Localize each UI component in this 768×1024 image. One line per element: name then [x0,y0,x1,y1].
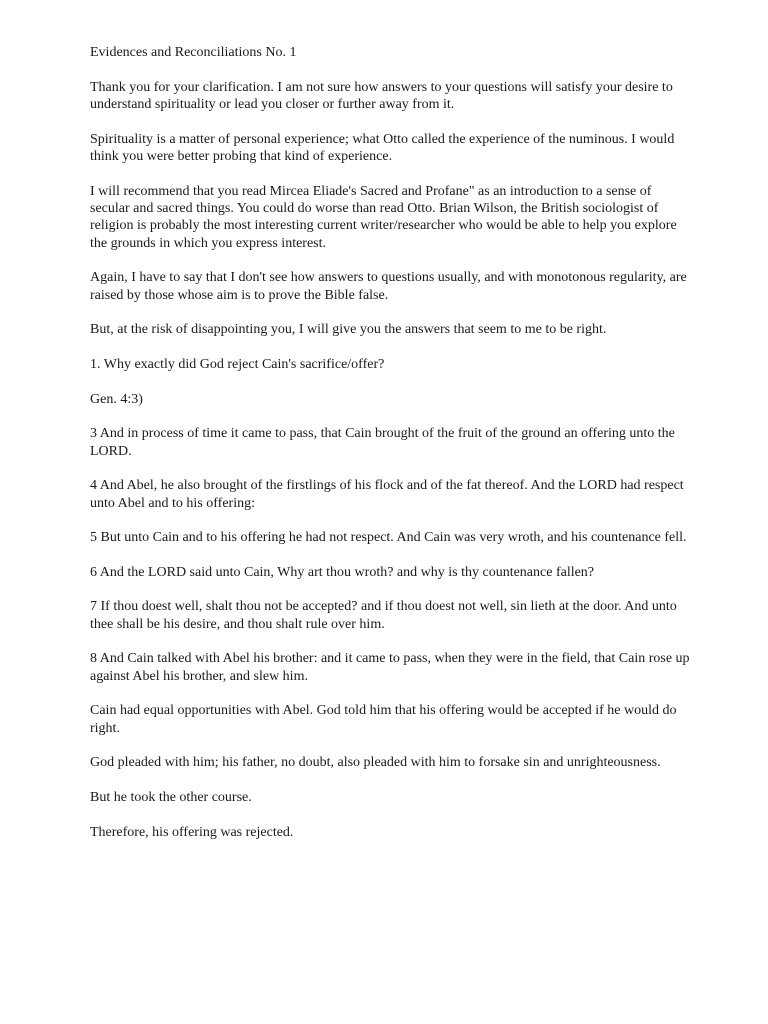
document-title: Evidences and Reconciliations No. 1 [90,45,297,60]
scripture-reference: Gen. 4:3) [90,391,143,407]
verse: 8 And Cain talked with Abel his brother: and it came to pass, when they were in the field, that Cain rose up against Abel his brother, and slew him. [90,651,690,684]
verse: 6 And the LORD said unto Cain, Why art thou wroth? and why is thy countenance fallen? [90,564,595,580]
verse: 4 And Abel, he also brought of the firstlings of his flock and of the fat thereof. And the LORD had respect unto Abel and to his offering: [90,478,684,511]
paragraph: Again, I have to say that I don't see how answers to questions usually, and with monotonous regularity, are raised by those whose aim is to prove the Bible false. [90,270,687,303]
paragraph: But he took the other course. [90,789,252,805]
question: 1. Why exactly did God reject Cain's sacrifice/offer? [90,357,385,372]
paragraph: Therefore, his offering was rejected. [90,824,294,840]
verse: 3 And in process of time it came to pass, that Cain brought of the fruit of the ground an offering unto the LORD. [90,426,675,459]
paragraph: But, at the risk of disappointing you, I will give you the answers that seem to me to be right. [90,322,607,338]
document-page [90,44,690,858]
paragraph: I will recommend that you read Mircea Eliade's Sacred and Profane" as an introduction to a sense of secular and sacred things. You could do worse than read Otto. Brian Wilson, the British sociologist of religion is probably the most interesting current writer/researcher who would be able to help you explore the grounds in which you express interest. [90,183,677,251]
paragraph: Spirituality is a matter of personal experience; what Otto called the experience of the numinous. I would think you were better probing that kind of experience. [90,131,675,164]
paragraph: God pleaded with him; his father, no doubt, also pleaded with him to forsake sin and unrighteousness. [90,755,661,771]
paragraph: Cain had equal opportunities with Abel. God told him that his offering would be accepted if he would do right. [90,703,677,736]
verse: 7 If thou doest well, shalt thou not be accepted? and if thou doest not well, sin lieth at the door. And unto thee shall be his desire, and thou shalt rule over him. [90,599,677,632]
paragraph: Thank you for your clarification. I am not sure how answers to your questions will satisfy your desire to understand spirituality or lead you closer or further away from it. [90,79,673,112]
verse: 5 But unto Cain and to his offering he had not respect. And Cain was very wroth, and his countenance fell. [90,530,687,546]
